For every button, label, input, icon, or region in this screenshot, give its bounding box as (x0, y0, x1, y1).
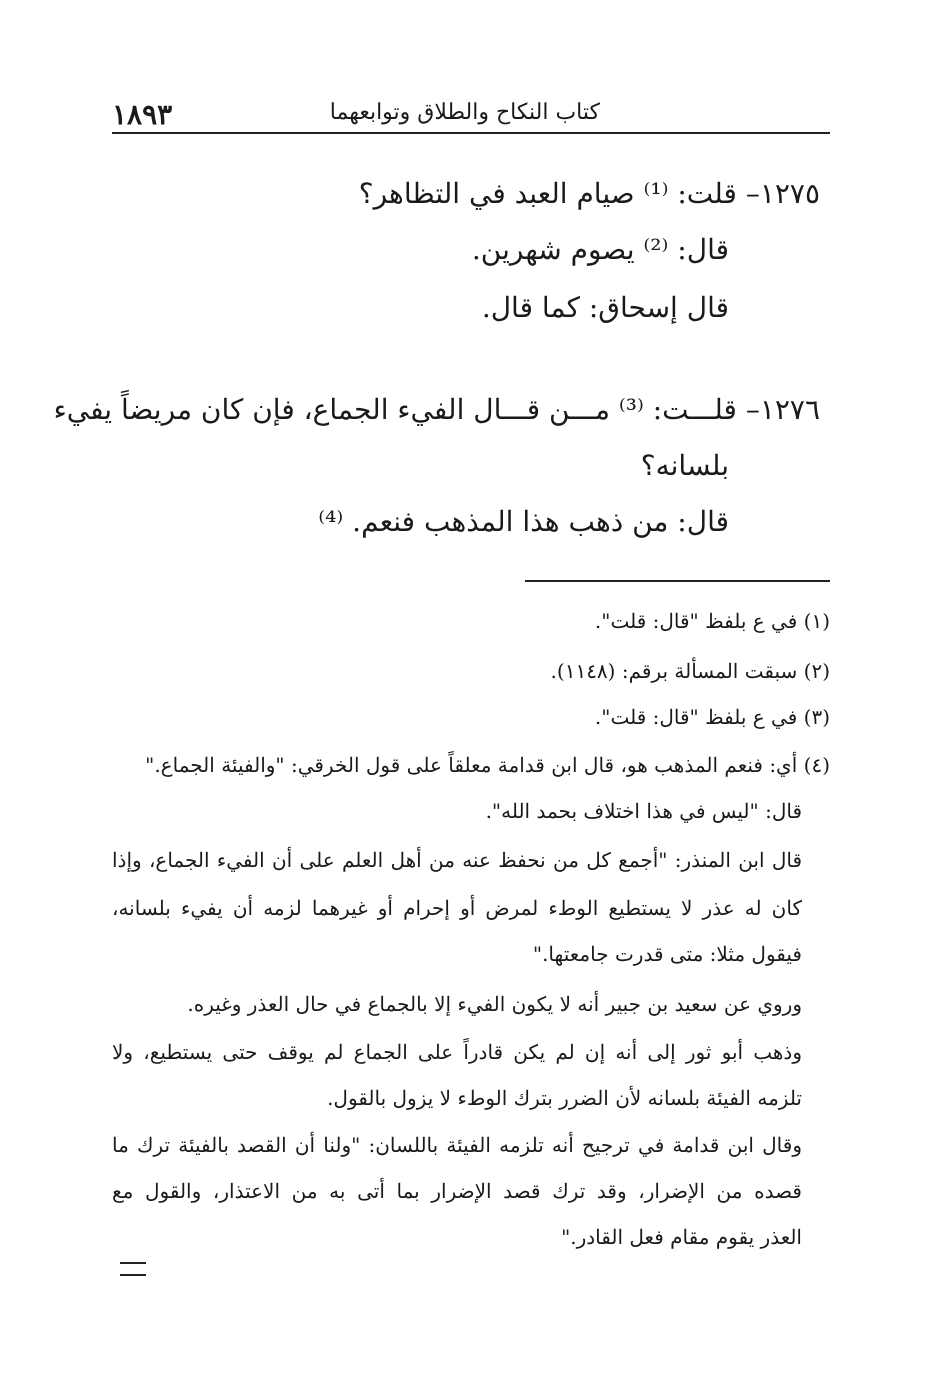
running-header (112, 98, 830, 134)
footnote-4-line: وقال ابن قدامة في ترجيح أنه تلزمه الفيئة باللسان: "ولنا أن القصد بالفيئة ترك ما (112, 1133, 802, 1157)
header-title: كتاب النكاح والطلاق وتوابعهما (329, 100, 600, 125)
entry-1275-answer: قال: ⁽²⁾ يصوم شهرين. (471, 233, 729, 266)
footnote-4-line: قصده من الإضرار، وقد ترك قصد الإضرار بما أتى به من الاعتذار، والقول مع (112, 1179, 802, 1203)
footnote-4-line: قال: "ليس في هذا اختلاف بحمد الله". (485, 799, 802, 823)
header-rule (112, 132, 830, 134)
footnote-4-line: وذهب أبو ثور إلى أنه إن لم يكن قادراً على الجماع لم يوقف حتى يستطيع، ولا (112, 1040, 802, 1064)
footnote-4-line: كان له عذر لا يستطيع الوطء لمرض أو إحرام أو غيرهما لزمه أن يفيء بلسانه، (112, 896, 802, 920)
footnote-separator (525, 580, 830, 582)
entry-1275-ishaq: قال إسحاق: كما قال. (481, 291, 729, 324)
footnote-4: (٤) أي: فنعم المذهب هو، قال ابن قدامة معلقاً على قول الخرقي: "والفيئة الجماع." (145, 753, 830, 777)
footnote-4-line: تلزمه الفيئة بلسانه لأن الضرر بترك الوطء لا يزول بالقول. (327, 1086, 802, 1110)
footnote-3: (٣) في ع بلفظ "قال: قلت". (594, 705, 830, 729)
footnote-2: (٢) سبقت المسألة برقم: (١١٤٨). (550, 659, 830, 683)
entry-1276-answer: قال: من ذهب هذا المذهب فنعم. ⁽⁴⁾ (318, 505, 729, 538)
footnote-4-line: فيقول مثلا: متى قدرت جامعتها." (532, 942, 802, 966)
footnote-4-line: قال ابن المنذر: "أجمع كل من نحفظ عنه من أهل العلم على أن الفيء الجماع، وإذا (112, 848, 802, 872)
footnote-4-line: العذر يقوم مقام فعل القادر." (561, 1225, 802, 1249)
footnote-1: (١) في ع بلفظ "قال: قلت". (594, 609, 830, 633)
entry-1276-question-line2: بلسانه؟ (640, 449, 729, 482)
entry-1275-question: ١٢٧٥– قلت: ⁽¹⁾ صيام العبد في التظاهر؟ (358, 177, 820, 210)
entry-1276-question-line1: ١٢٧٦– قلـــت: ⁽³⁾ مـــن قـــال الفيء الجماع، فإن كان مريضاً يفيء (53, 393, 820, 426)
footnote-4-line: وروي عن سعيد بن جبير أنه لا يكون الفيء إلا بالجماع في حال العذر وغيره. (187, 992, 802, 1016)
page-number: ١٨٩٣ (112, 98, 173, 131)
continuation-mark (120, 1262, 146, 1276)
